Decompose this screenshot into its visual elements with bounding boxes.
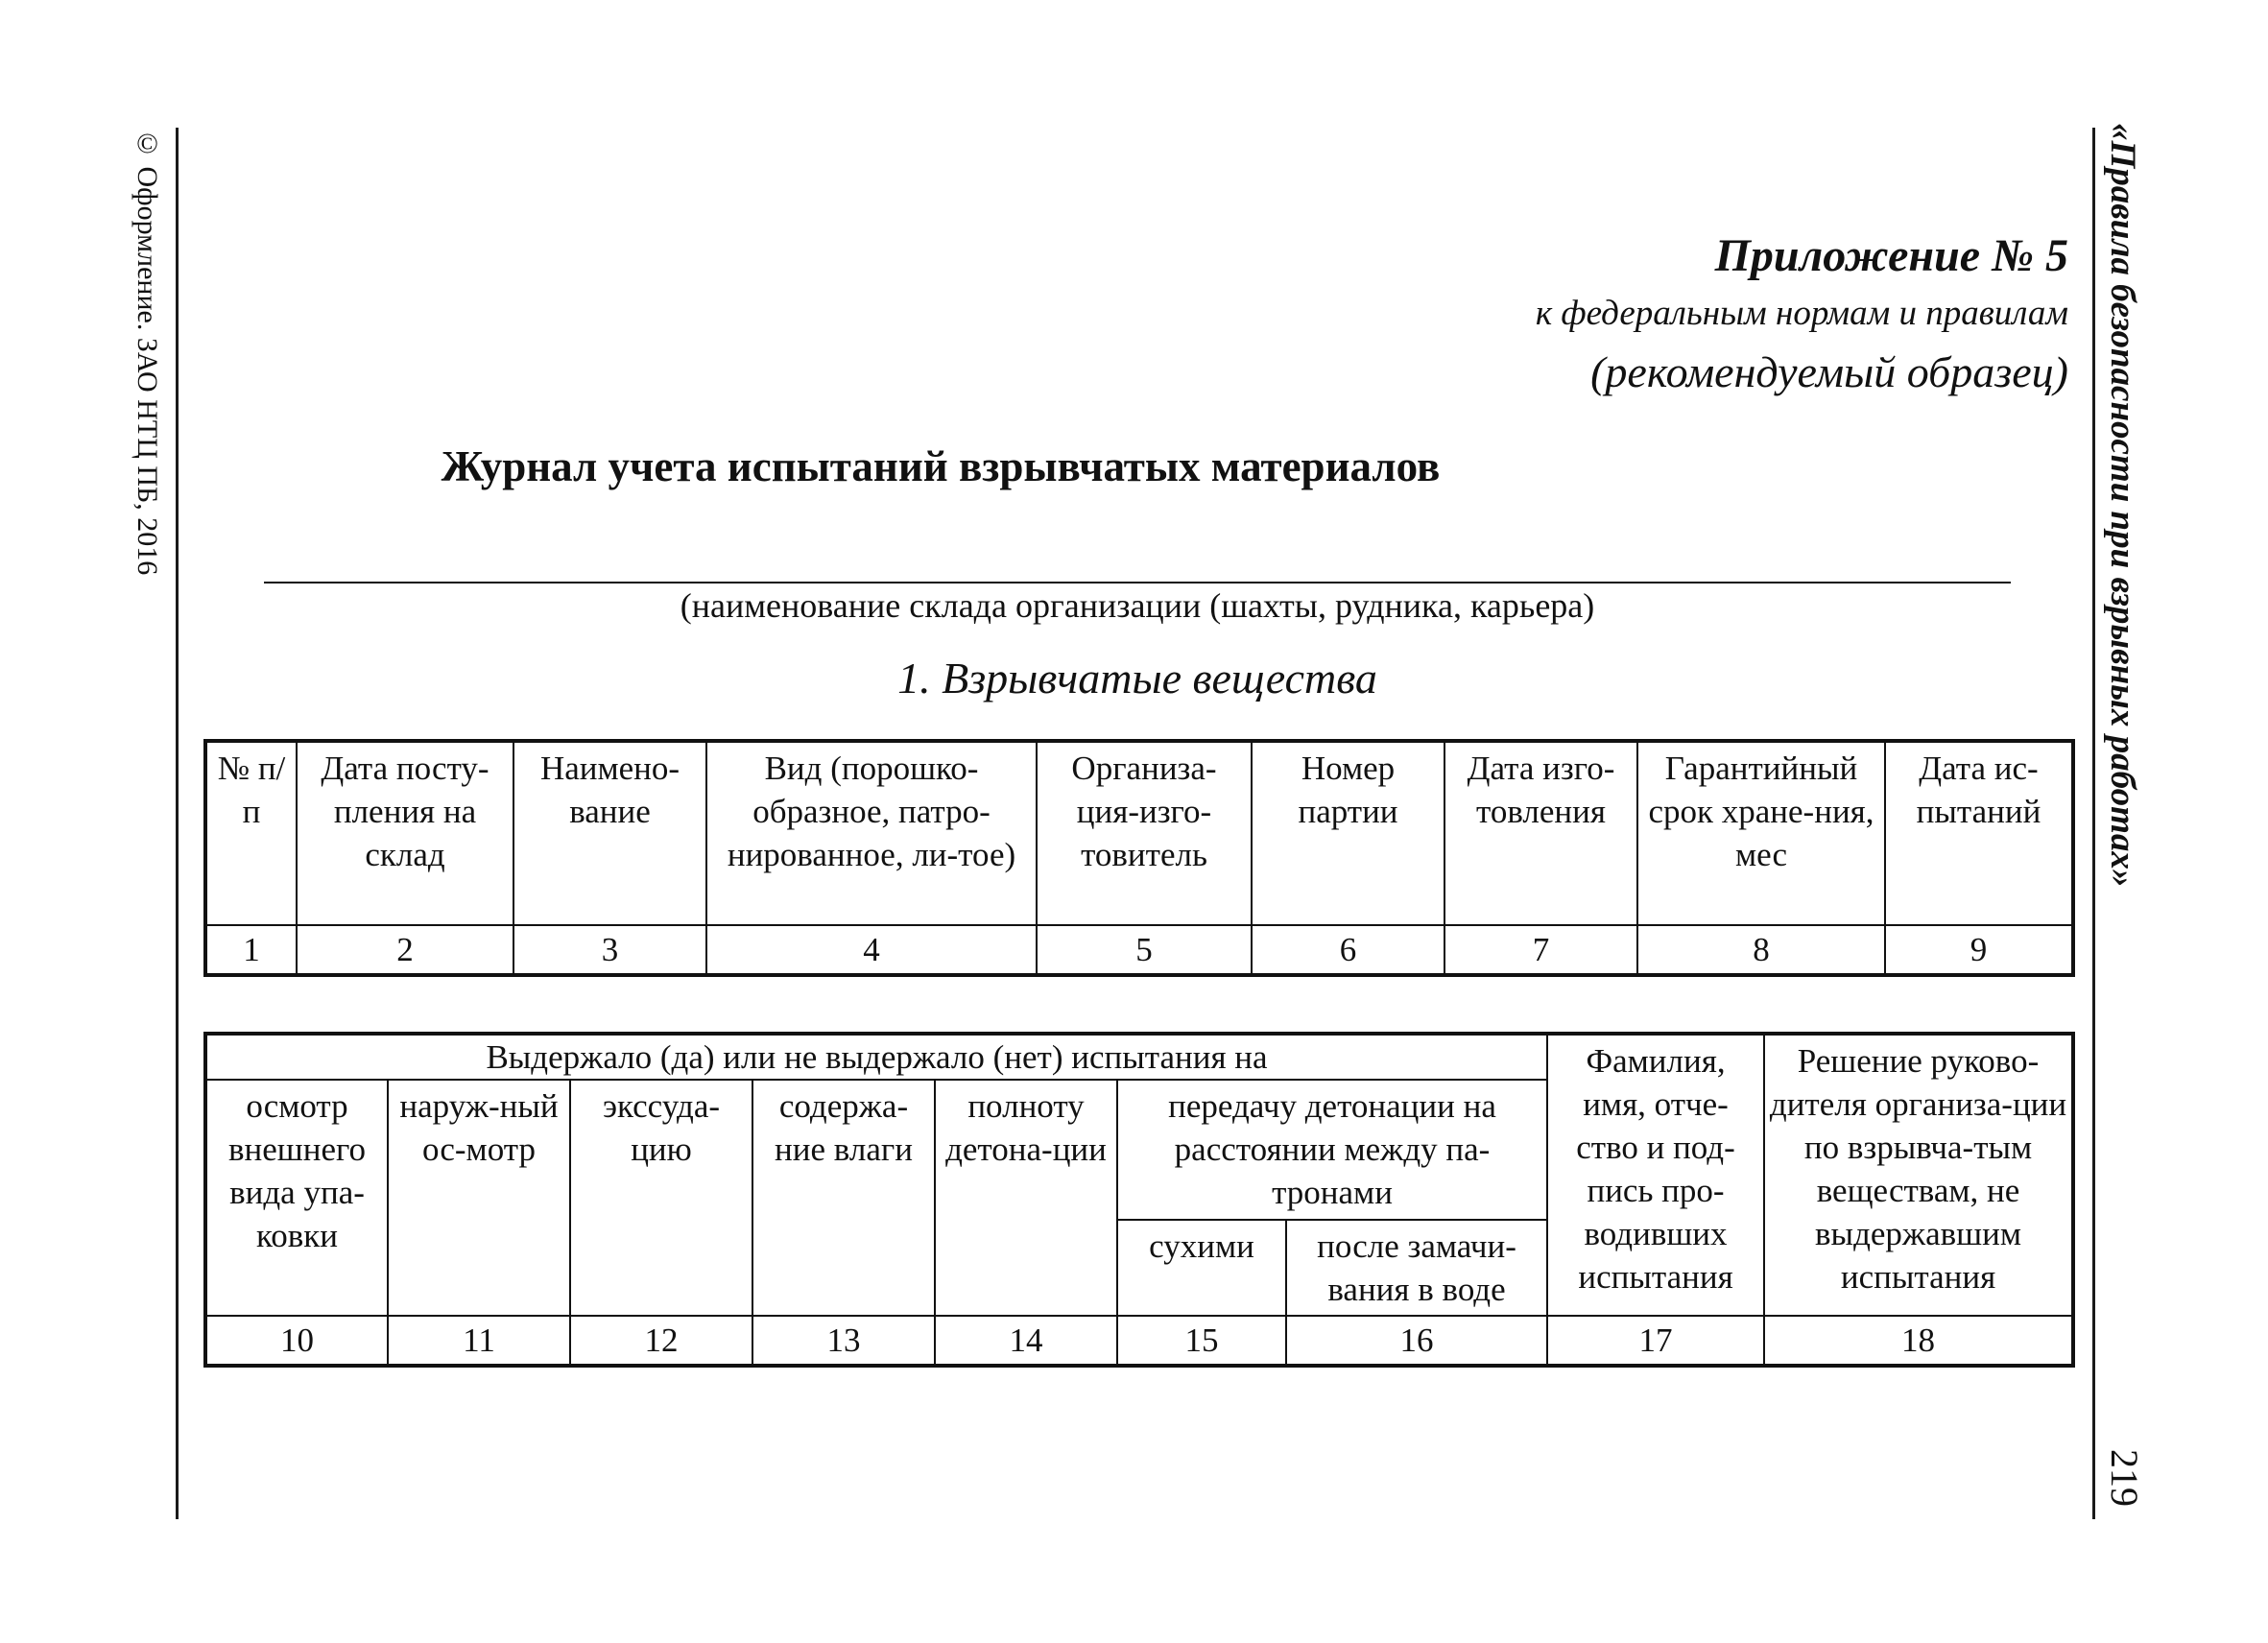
table1-header-cell: Гарантийный срок хране-ния, мес xyxy=(1637,741,1885,925)
page-number: 219 xyxy=(2103,1449,2146,1507)
table2-moisture-header: содержа-ние влаги xyxy=(752,1080,935,1316)
appendix-block xyxy=(1536,226,2068,403)
copyright-margin-text: © Оформление. ЗАО НТЦ ПБ, 2016 xyxy=(131,128,163,576)
table1-number-cell: 4 xyxy=(706,925,1037,975)
table1-number-cell: 3 xyxy=(513,925,706,975)
table2-detonation-header: полноту детона-ции xyxy=(935,1080,1117,1316)
table2-name-header: Фамилия, имя, отче-ство и под-пись про-водивших испытания xyxy=(1547,1034,1764,1316)
table2-number-cell: 18 xyxy=(1764,1316,2073,1366)
table2-decision-header: Решение руково-дителя организа-ции по взрывча-тым веществам, не выдержавшим испытания xyxy=(1764,1034,2073,1316)
table2-number-cell: 13 xyxy=(752,1316,935,1366)
table1-number-cell: 1 xyxy=(205,925,297,975)
table1-header-cell: Организа-ция-изго-товитель xyxy=(1037,741,1252,925)
table1-header-cell: Дата посту-пления на склад xyxy=(297,741,513,925)
table2-wet-header: после замачи-вания в воде xyxy=(1286,1220,1547,1316)
table2-inspection-header: осмотр внешнего вида упа-ковки xyxy=(205,1080,388,1316)
table2-group-header: Выдержало (да) или не выдержало (нет) испытания на xyxy=(205,1034,1547,1080)
table2-transfer-header: передачу детонации на расстоянии между па-тронами xyxy=(1117,1080,1547,1220)
appendix-note: (рекомендуемый образец) xyxy=(1590,347,2068,396)
table2-exudation-header: экссуда-цию xyxy=(570,1080,752,1316)
line-caption: (наименование склада организации (шахты, рудника, карьера) xyxy=(680,586,1595,625)
table1-header-cell: Вид (порошко-образное, патро-нированное, ли-тое) xyxy=(706,741,1037,925)
table2-number-cell: 10 xyxy=(205,1316,388,1366)
test-results-table xyxy=(203,1032,2075,1368)
section-title: 1. Взрывчатые вещества xyxy=(897,654,1377,702)
running-title: «Правила безопасности при взрывных работах» xyxy=(2103,123,2142,888)
table2-number-cell: 11 xyxy=(388,1316,570,1366)
table1-header-cell: № п/п xyxy=(205,741,297,925)
appendix-title: Приложение № 5 xyxy=(1714,230,2068,281)
table1-number-cell: 7 xyxy=(1444,925,1637,975)
journal-title: Журнал учета испытаний взрывчатых материалов xyxy=(441,442,1441,490)
appendix-subtitle: к федеральным нормам и правилам xyxy=(1535,294,2068,333)
table2-number-cell: 14 xyxy=(935,1316,1117,1366)
table2-number-cell: 12 xyxy=(570,1316,752,1366)
table1-number-cell: 5 xyxy=(1037,925,1252,975)
explosives-table xyxy=(203,739,2075,977)
table1-header-cell: Дата ис-пытаний xyxy=(1885,741,2073,925)
table1-header-cell: Номер партии xyxy=(1252,741,1444,925)
table1-number-cell: 9 xyxy=(1885,925,2073,975)
table2-dry-header: сухими xyxy=(1117,1220,1286,1316)
table2-number-cell: 17 xyxy=(1547,1316,1764,1366)
table1-number-cell: 2 xyxy=(297,925,513,975)
table1-number-cell: 6 xyxy=(1252,925,1444,975)
table1-number-cell: 8 xyxy=(1637,925,1885,975)
table2-number-row xyxy=(205,1316,2073,1366)
table1-header-cell: Дата изго-товления xyxy=(1444,741,1637,925)
table2-external-header: наруж-ный ос-мотр xyxy=(388,1080,570,1316)
table2-number-cell: 16 xyxy=(1286,1316,1547,1366)
table2-group-row xyxy=(205,1034,2073,1080)
table1-header-cell: Наимено-вание xyxy=(513,741,706,925)
fill-in-line xyxy=(264,582,2011,583)
table1-number-row xyxy=(205,925,2073,975)
table2-number-cell: 15 xyxy=(1117,1316,1286,1366)
right-margin-rule xyxy=(2092,128,2095,1519)
left-margin-rule xyxy=(176,128,179,1519)
table1-header-row xyxy=(205,741,2073,925)
